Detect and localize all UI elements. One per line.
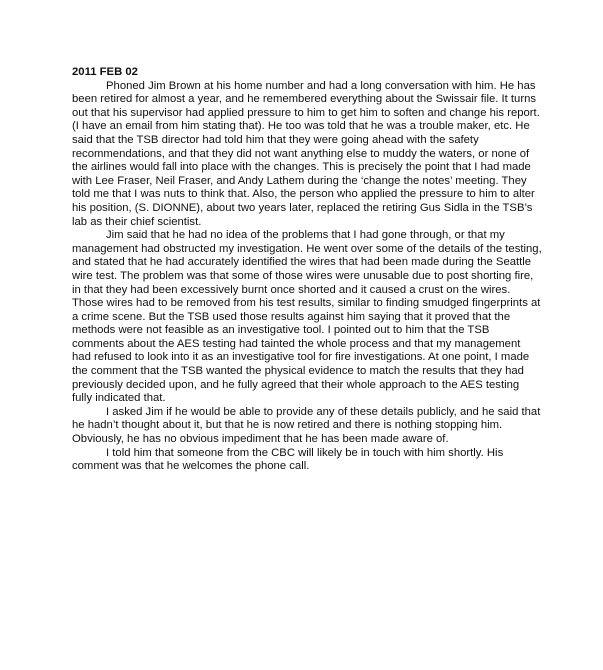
date-heading: 2011 FEB 02: [72, 66, 138, 78]
document-page: [72, 66, 542, 474]
paragraph-cbc-contact: I told him that someone from the CBC will likely be in touch with him shortly. His comment was that he welcomes the phone call.: [72, 446, 504, 473]
paragraph-testing-details: Jim said that he had no idea of the problems that I had gone through, or that my management had obstructed my investigation. He went over some of the details of the testing, and stated that he had accurately identified the wires that had been made during the Seattle wire test. The problem was that some of those wires were unusable due to post shorting fire, in that they had been excessively burnt once shorted and it caused a crust on the wires. Those wires had to be removed from his test results, similar to finding smudged fingerprints at a crime scene. But the TSB used those results against him saying that it proved that the methods were not feasible as an investigative tool. I pointed out to him that the TSB comments about the AES testing had tainted the whole process and that my management had refused to look into it as an investigative tool for fire investigations. At one point, I made the comment that the TSB wanted the physical evidence to match the results that they had previously decided upon, and he fully agreed that their whole approach to the AES testing fully indicated that.: [72, 229, 542, 405]
paragraph-public-details: I asked Jim if he would be able to provide any of these details publicly, and he said that he hadn’t thought about it, but that he is now retired and there is nothing stopping him. Obviously, he has no obvious impediment that he has been made aware of.: [72, 405, 541, 446]
paragraph-phone-call: Phoned Jim Brown at his home number and had a long conversation with him. He has been retired for almost a year, and he remembered everything about the Swissair file. It turns out that his supervisor had applied pressure to him to get him to soften and change his report. (I have an email from him stating that). He too was told that he was a trouble maker, etc. He said that the TSB director had told him that they were going ahead with the safety recommendations, and that they did not want anything else to muddy the waters, or none of the airlines would fall into place with the changes. This is precisely the point that I had made with Lee Fraser, Neil Fraser, and Andy Lathem during the ‘change the notes’ meeting. They told me that I was nuts to think that. Also, the person who applied the pressure to him to alter his position, (S. DIONNE), about two years later, replaced the retiring Gus Sidla in the TSB’s lab as their chief scientist.: [72, 79, 540, 228]
